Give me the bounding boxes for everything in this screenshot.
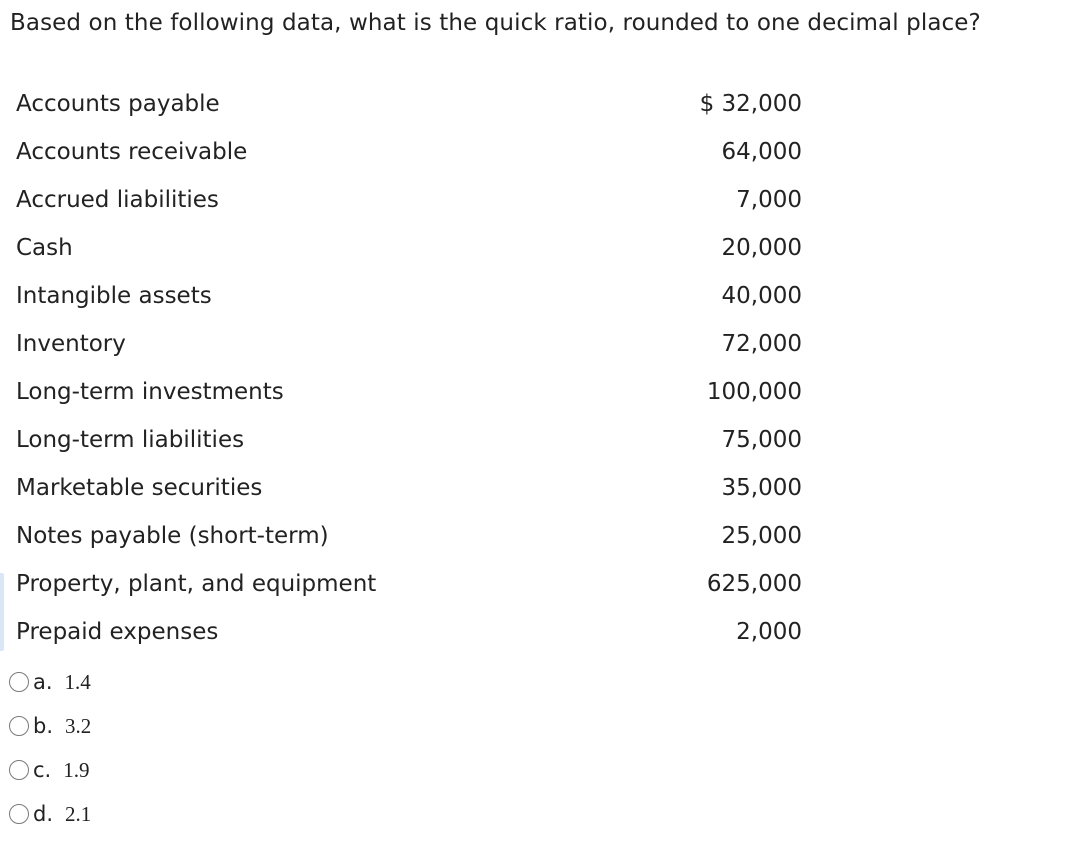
option-letter: a.: [33, 670, 53, 694]
row-amount: 25,000: [721, 523, 802, 549]
table-row: [0, 512, 820, 560]
row-amount: 35,000: [721, 475, 802, 501]
option-value: 1.9: [63, 757, 90, 782]
row-amount: 64,000: [721, 139, 802, 165]
row-label: Accounts receivable: [16, 139, 248, 165]
row-label: Accounts payable: [16, 91, 220, 117]
row-label: Marketable securities: [16, 475, 263, 501]
option-letter: c.: [33, 758, 52, 782]
table-row: [0, 128, 820, 176]
row-amount: 20,000: [721, 235, 802, 261]
row-label: Notes payable (short-term): [16, 523, 329, 549]
radio-button-c[interactable]: [9, 760, 29, 780]
table-row: [0, 368, 820, 416]
row-label: Intangible assets: [16, 283, 212, 309]
row-amount: 7,000: [736, 187, 802, 213]
row-label: Property, plant, and equipment: [16, 571, 377, 597]
table-row: [0, 464, 820, 512]
row-amount: $ 32,000: [699, 91, 802, 117]
option-value: 1.4: [64, 669, 91, 694]
row-label: Prepaid expenses: [16, 619, 219, 645]
question-text: Based on the following data, what is the quick ratio, rounded to one decimal place?: [10, 10, 981, 36]
option-letter: b.: [33, 714, 54, 738]
table-row: [0, 560, 820, 608]
option-value: 2.1: [65, 801, 92, 826]
row-amount: 100,000: [706, 379, 802, 405]
row-label: Inventory: [16, 331, 126, 357]
row-amount: 75,000: [721, 427, 802, 453]
table-row: [0, 320, 820, 368]
option-letter: d.: [33, 802, 54, 826]
row-label: Accrued liabilities: [16, 187, 219, 213]
table-row: [0, 608, 820, 656]
row-label: Cash: [16, 235, 73, 261]
option-value: 3.2: [65, 713, 92, 738]
row-label: Long-term investments: [16, 379, 284, 405]
table-row: [0, 176, 820, 224]
option-b[interactable]: [9, 704, 91, 748]
row-amount: 40,000: [721, 283, 802, 309]
financial-data-table: [0, 80, 820, 656]
answer-options: [9, 660, 91, 836]
table-row: [0, 224, 820, 272]
option-c[interactable]: [9, 748, 91, 792]
table-row: [0, 416, 820, 464]
row-amount: 72,000: [721, 331, 802, 357]
row-label: Long-term liabilities: [16, 427, 245, 453]
option-a[interactable]: [9, 660, 91, 704]
table-row: [0, 80, 820, 128]
option-d[interactable]: [9, 792, 91, 836]
radio-button-a[interactable]: [9, 672, 29, 692]
radio-button-d[interactable]: [9, 804, 29, 824]
table-row: [0, 272, 820, 320]
radio-button-b[interactable]: [9, 716, 29, 736]
row-amount: 625,000: [706, 571, 802, 597]
row-amount: 2,000: [736, 619, 802, 645]
